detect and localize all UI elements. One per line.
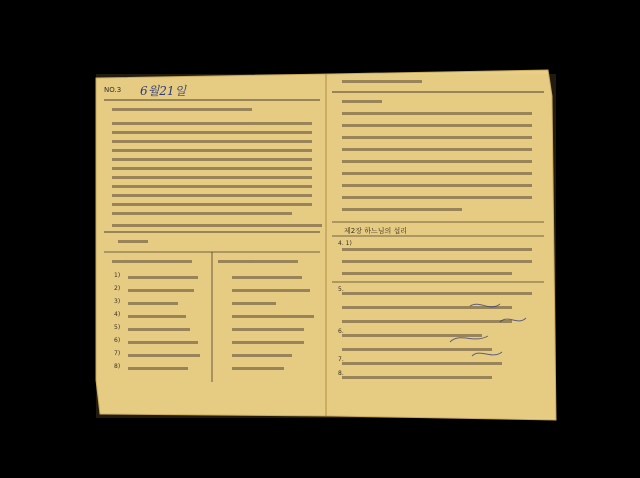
right-item-8: 8. (338, 370, 344, 377)
left-item-3-num: 3) (114, 298, 121, 305)
left-item-4-num: 4) (114, 311, 121, 318)
left-item-7-num: 7) (114, 350, 121, 357)
left-item-2-num: 2) (114, 285, 121, 292)
right-item-7: 7. (338, 356, 344, 363)
right-item-4: 4. 1) (338, 240, 352, 247)
handwritten-date: 6월21일 (140, 84, 187, 98)
left-item-8-num: 8) (114, 363, 121, 370)
left-item-1-num: 1) (114, 272, 121, 279)
page-no-label: NO.3 (104, 86, 122, 94)
right-item-5: 5. (338, 286, 344, 293)
right-item-6: 6. (338, 328, 344, 335)
right-section-heading: 제2장 하느님의 섭리 (344, 227, 407, 235)
left-item-5-num: 5) (114, 324, 121, 331)
left-item-6-num: 6) (114, 337, 121, 344)
